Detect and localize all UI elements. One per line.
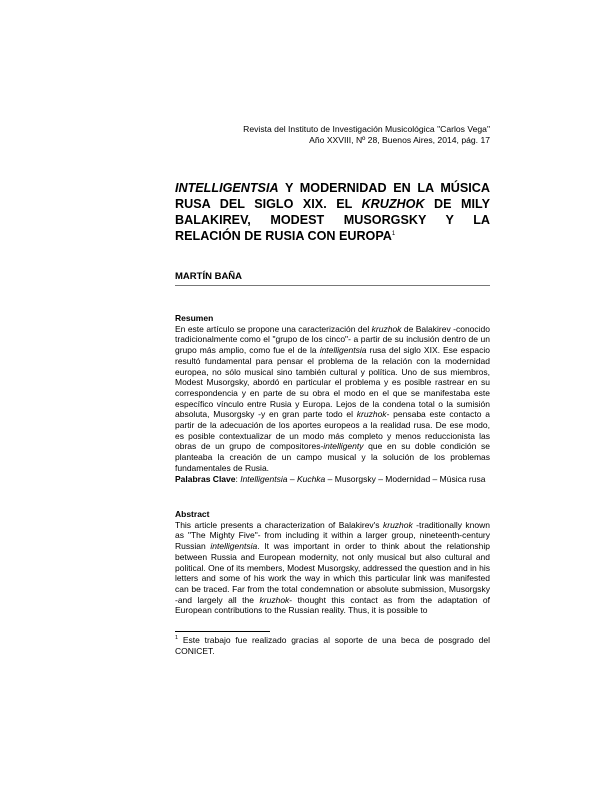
footnote-text: Este trabajo fue realizado gracias al soporte de una beca de posgrado del CONICET. bbox=[175, 635, 490, 656]
resumen-italic: intelligenty bbox=[323, 441, 364, 452]
resumen-italic: kruzhok bbox=[371, 323, 402, 334]
keywords-label: Palabras Clave bbox=[175, 473, 236, 484]
resumen-body bbox=[175, 324, 490, 474]
abstract-text: This article presents a characterization of Balakirev's bbox=[175, 519, 383, 530]
resumen-text: que en su doble condición se planteaba la creación de un campo musical y la solución de los problemas fundamentales de Rusia. bbox=[175, 441, 490, 473]
abstract-body bbox=[175, 520, 490, 616]
footnote-marker: 1 bbox=[175, 635, 179, 642]
resumen-section bbox=[175, 313, 490, 484]
resumen-text: rusa del siglo XIX. Ese espacio resultó fundamental para pensar el problema de la relación con la modernidad europea, no sólo musical sino también cultural y política. Uno de sus miembros, Modest Musorgsky, abordó en particular el problema y es posible rastrear en su correspondencia y en parte de su obra el modo en el que se manifestaba este específico vínculo entre Rusia y Europa. Lejos de la condena total o la sumisión absoluta, Musorgsky -y en gran parte todo el bbox=[175, 345, 490, 420]
title-footnote-marker[interactable]: 1 bbox=[391, 230, 396, 237]
keywords-dash: – bbox=[287, 473, 297, 484]
title-italic-kruzhok: KRUZHOK bbox=[361, 197, 425, 211]
author-name: MARTÍN BAÑA bbox=[175, 271, 243, 282]
author-divider bbox=[175, 285, 490, 286]
resumen-italic: kruzhok bbox=[356, 409, 387, 420]
resumen-italic: intelligentsia bbox=[319, 345, 367, 356]
title-text-part: Y MODERNIDAD EN LA MÚSICA RUSA DEL SIGLO XIX. EL bbox=[175, 181, 490, 211]
footnote-divider bbox=[175, 631, 270, 632]
keywords-separator: : bbox=[235, 473, 241, 484]
resumen-heading: Resumen bbox=[175, 313, 214, 323]
abstract-italic: kruzhok bbox=[259, 594, 290, 605]
resumen-text: de Balakirev -conocido tradicionalmente como el "grupo de los cinco"- a partir de su inclusión dentro de un grupo más amplio, como fue el de la bbox=[175, 323, 491, 356]
resumen-text: En este artículo se propone una caracterización del bbox=[175, 323, 372, 334]
footnote bbox=[175, 635, 490, 656]
abstract-italic: intelligentsia bbox=[210, 541, 258, 552]
abstract-text: . It was important in order to think about the relationship between Russia and European modernity, not only musical but also cultural and political. One of its members, Modest Musorgsky, addressed the question and in his letters and some of his work the way in which this particular link was manifested can be traced. Far from the total condemnation or absolute submission, Musorgsky -and largely all the bbox=[175, 541, 490, 605]
abstract-text: -traditionally known as "The Mighty Five"- from including it within a larger group, nineteenth-century Russian bbox=[175, 519, 490, 552]
article-title bbox=[175, 180, 490, 244]
title-italic-intelligentsia: INTELLIGENTSIA bbox=[175, 181, 279, 195]
keywords-rest: – Musorgsky – Modernidad – Música rusa bbox=[325, 473, 486, 484]
abstract-heading: Abstract bbox=[175, 509, 210, 519]
abstract-text: - thought this contact as from the adaptation of European contributions to the Russian reality. Thus, it is possible to bbox=[175, 594, 490, 616]
keywords-line bbox=[175, 474, 490, 485]
abstract-italic: kruzhok bbox=[382, 519, 413, 530]
journal-name-line: Revista del Instituto de Investigación Musicológica "Carlos Vega" bbox=[243, 124, 490, 134]
keyword-kuchka: Kuchka bbox=[296, 473, 326, 484]
journal-issue-line: Año XXVIII, Nº 28, Buenos Aires, 2014, pág. 17 bbox=[309, 135, 490, 145]
journal-header bbox=[243, 124, 490, 146]
abstract-section bbox=[175, 509, 490, 616]
keyword-intelligentsia: Intelligentsia bbox=[240, 473, 288, 484]
title-text-part-end: DE MILY BALAKIREV, MODEST MUSORGSKY Y LA RELACIÓN DE RUSIA CON EUROPA bbox=[175, 197, 490, 243]
resumen-text: - pensaba este contacto a partir de la adecuación de los aportes europeos a la realidad rusa. De ese modo, es posible contextualizar de un modo más completo y menos reduccionista las obras de un grupo de compositores- bbox=[175, 409, 490, 452]
